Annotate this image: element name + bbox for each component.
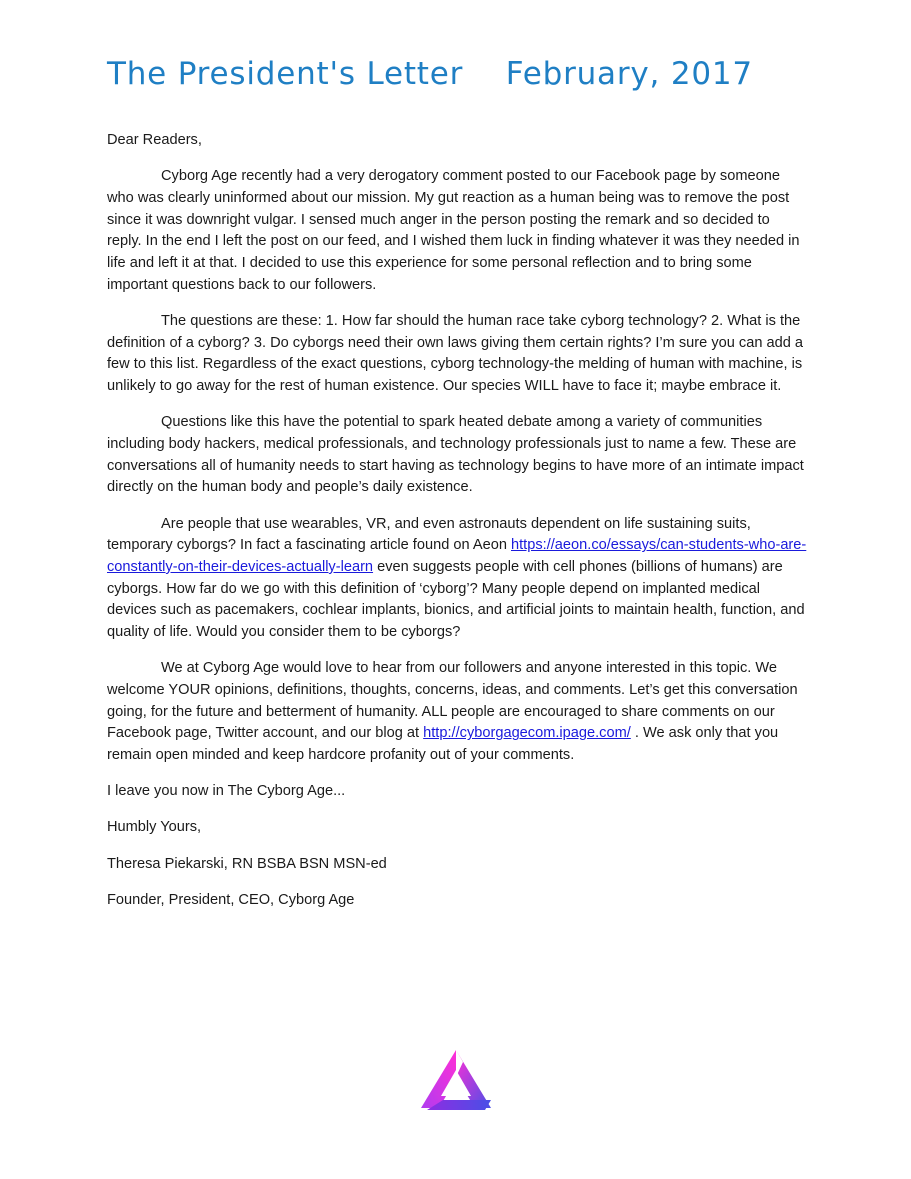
paragraph-5-text-continued: . We ask only that you remain open minded and keep hardcore profanity out of your comments. (107, 725, 779, 764)
signature-block (107, 854, 807, 912)
closing-line: I leave you now in The Cyborg Age... (107, 783, 346, 800)
signature-name: Theresa Piekarski, RN BSBA BSN MSN-ed (107, 855, 387, 872)
paragraph-5 (107, 658, 807, 767)
paragraph-4 (107, 514, 807, 644)
signature-title: Founder, President, CEO, Cyborg Age (107, 891, 355, 908)
paragraph-4-text-continued: even suggests people with cell phones (billions of humans) are cyborgs. How far do we go with this definition of ‘cyborg’? Many people depend on implanted medical devices such as pacemakers, cochlear implants, bionics, and artificial joints to maintain health, function, and quality of life. Would you consider them to be cyborgs? (107, 558, 805, 641)
letter-body (107, 130, 807, 926)
triangle-logo-icon (419, 1048, 493, 1114)
blog-link[interactable]: http://cyborgagecom.ipage.com/ (423, 725, 631, 742)
paragraph-1: Cyborg Age recently had a very derogatory comment posted to our Facebook page by someone who was clearly uninformed about our mission. My gut reaction as a human being was to remove the post since it was downright vulgar. I sensed much anger in the person posting the remark and so decided to reply. In the end I left the post on our feed, and I wished them luck in finding whatever it was they needed in life and left it at that. I decided to use this experience for some personal reflection and to bring some important questions back to our followers. (107, 168, 800, 293)
paragraph-2: The questions are these: 1. How far should the human race take cyborg technology? 2. What is the definition of a cyborg? 3. Do cyborgs need their own laws giving them certain rights? I’m sure you can add a few to this list. Regardless of the exact questions, cyborg technology-the melding of human with machine, is unlikely to go away for the rest of human existence. Our species WILL have to face it; maybe embrace it. (107, 312, 804, 395)
paragraph-3: Questions like this have the potential to spark heated debate among a variety of communities including body hackers, medical professionals, and technology professionals just to name a few. These are conversations all of humanity needs to start having as technology begins to have more of an intimate impact directly on the human body and people’s daily existence. (107, 414, 804, 496)
paragraph-4-text: Are people that use wearables, VR, and even astronauts dependent on life sustaining suits, temporary cyborgs? In fact a fascinating article found on Aeon (107, 515, 751, 554)
page-title: The President's Letter February, 2017 (107, 56, 753, 92)
sign-off: Humbly Yours, (107, 819, 202, 836)
aeon-article-link[interactable]: https://aeon.co/essays/can-students-who-are-constantly-on-their-devices-actually-learn (107, 537, 807, 575)
greeting: Dear Readers, (107, 132, 202, 148)
paragraph-5-text: We at Cyborg Age would love to hear from our followers and anyone interested in this topic. We welcome YOUR opinions, definitions, thoughts, concerns, ideas, and comments. Let’s get this conversation going, for the future and betterment of humanity. ALL people are encouraged to share comments on our Facebook page, Twitter account, and our blog at (107, 660, 798, 742)
